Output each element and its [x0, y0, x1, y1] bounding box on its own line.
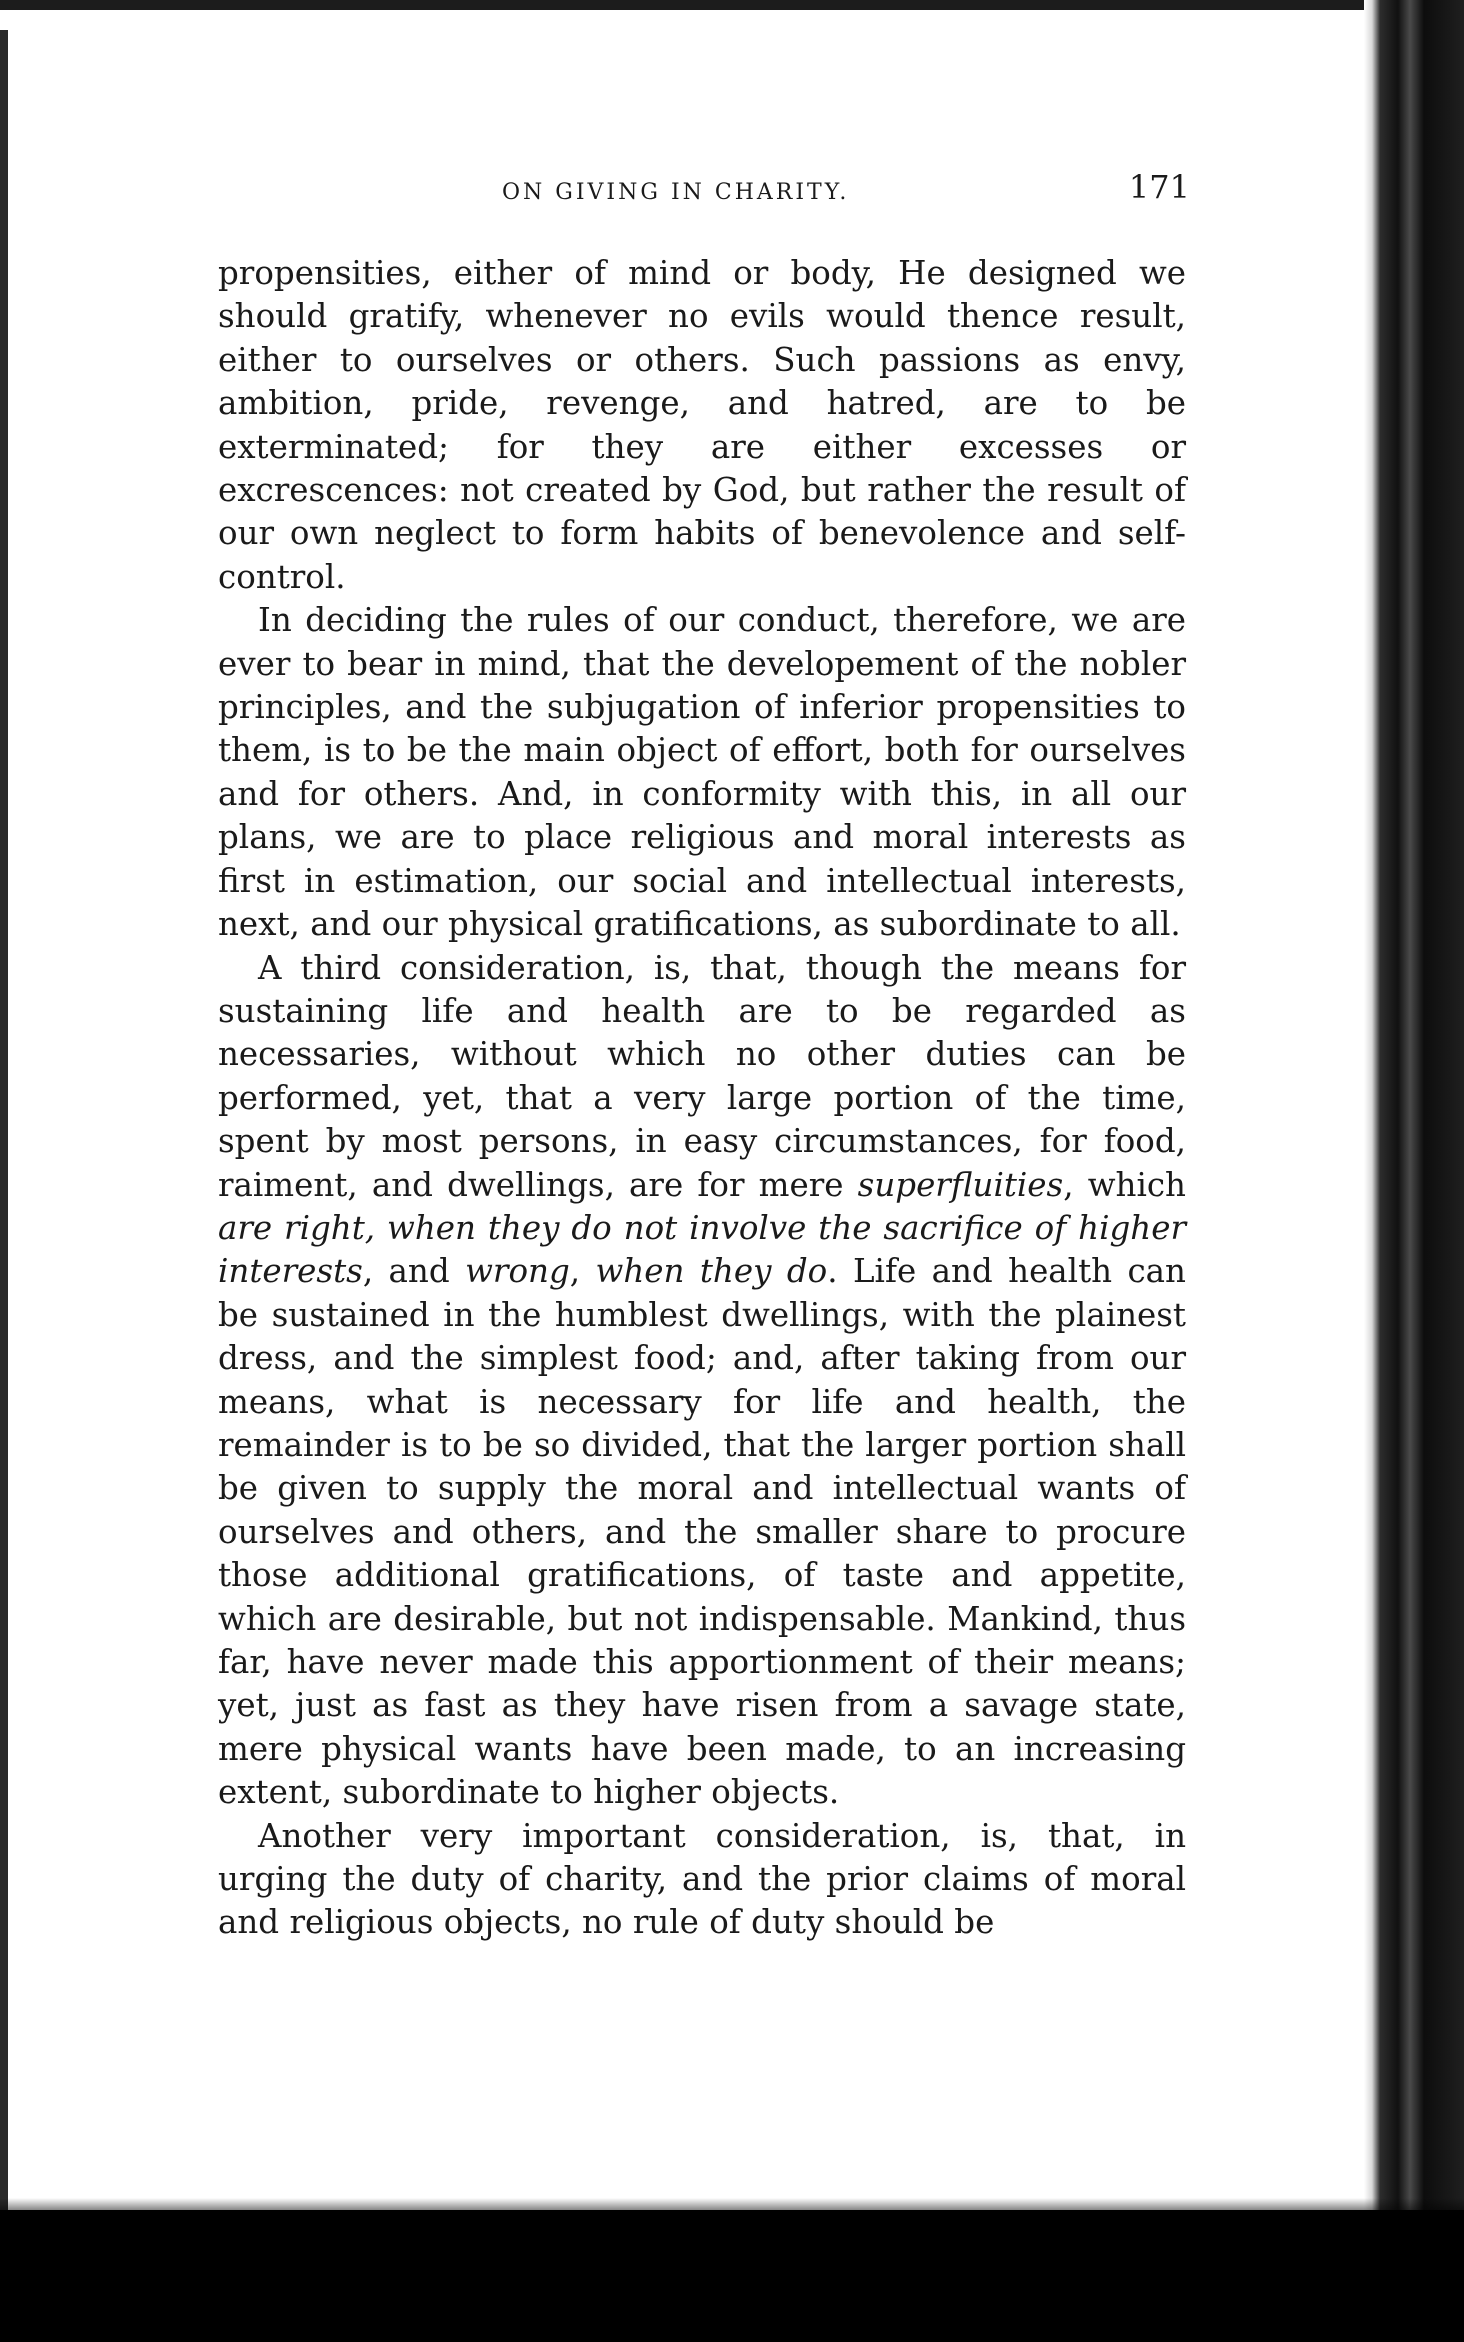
- italic-text: when they do: [595, 1252, 828, 1291]
- paragraph-text: ,: [569, 1252, 596, 1291]
- italic-text: superfluities: [857, 1165, 1064, 1204]
- paragraph-text: . Life and health can be sustained in the humblest dwellings, with the plainest dress, and the simplest food; and, after taking from our means, what is necessary for life and health, the remainder is to be so divided, that the larger portion shall be given to supply the moral and intellectual wants of ourselves and others, and the smaller share to procure those additional gratifications, of taste and appetite, which are desirable, but not indispensable. Mankind, thus far, have never made this apportionment of their means; yet, just as fast as they have risen from a savage state, mere physical wants have been made, to an increasing extent, subordinate to higher objects.: [218, 1252, 1186, 1812]
- body-text: [218, 252, 1186, 1945]
- paragraph-text: propensities, either of mind or body, He designed we should gratify, whenever no evils would thence result, either to ourselves or others. Such passions as envy, ambition, pride, revenge, and hatred, are to be exterminated; for they are either excesses or excrescences: not created by God, but rather the result of our own neglect to form habits of benevolence and self-control.: [218, 254, 1186, 596]
- running-title: ON GIVING IN CHARITY.: [502, 180, 850, 205]
- page-header: [215, 168, 1190, 228]
- page-number: 171: [1128, 168, 1190, 206]
- paragraph-4: [218, 1815, 1186, 1945]
- scan-bottom-edge: [0, 2210, 1464, 2342]
- italic-text: wrong: [465, 1252, 570, 1291]
- scan-edge-top: [0, 0, 1375, 10]
- paragraph-text: In deciding the rules of our conduct, therefore, we are ever to bear in mind, that the developement of the nobler principles, and the subjugation of inferior propensities to them, is to be the main object of effort, both for ourselves and for others. And, in conformity with this, in all our plans, we are to place religious and moral interests as first in estimation, our social and intellectual interests, next, and our physical gratifications, as subordinate to all.: [218, 601, 1186, 944]
- paragraph-text: Another very important consideration, is, that, in urging the duty of charity, and the prior claims of moral and religious objects, no rule of duty should be: [218, 1816, 1186, 1942]
- paragraph-text: , which: [1063, 1165, 1186, 1204]
- paragraph-text: A third consideration, is, that, though the means for sustaining life and health are to be regarded as necessaries, without which no other duties can be performed, yet, that a very large portion of the time, spent by most persons, in easy circumstances, for food, raiment, and dwellings, are for mere: [218, 948, 1186, 1204]
- paragraph-1: [218, 252, 1186, 599]
- paragraph-2: [218, 599, 1186, 946]
- scan-edge-left: [0, 30, 8, 2210]
- paragraph-3: [218, 947, 1186, 1815]
- italic-text: are right, when they do not involve the sacrifice of higher interests: [218, 1208, 1186, 1291]
- paragraph-text: , and: [362, 1252, 466, 1291]
- book-spine-shadow: [1364, 0, 1464, 2342]
